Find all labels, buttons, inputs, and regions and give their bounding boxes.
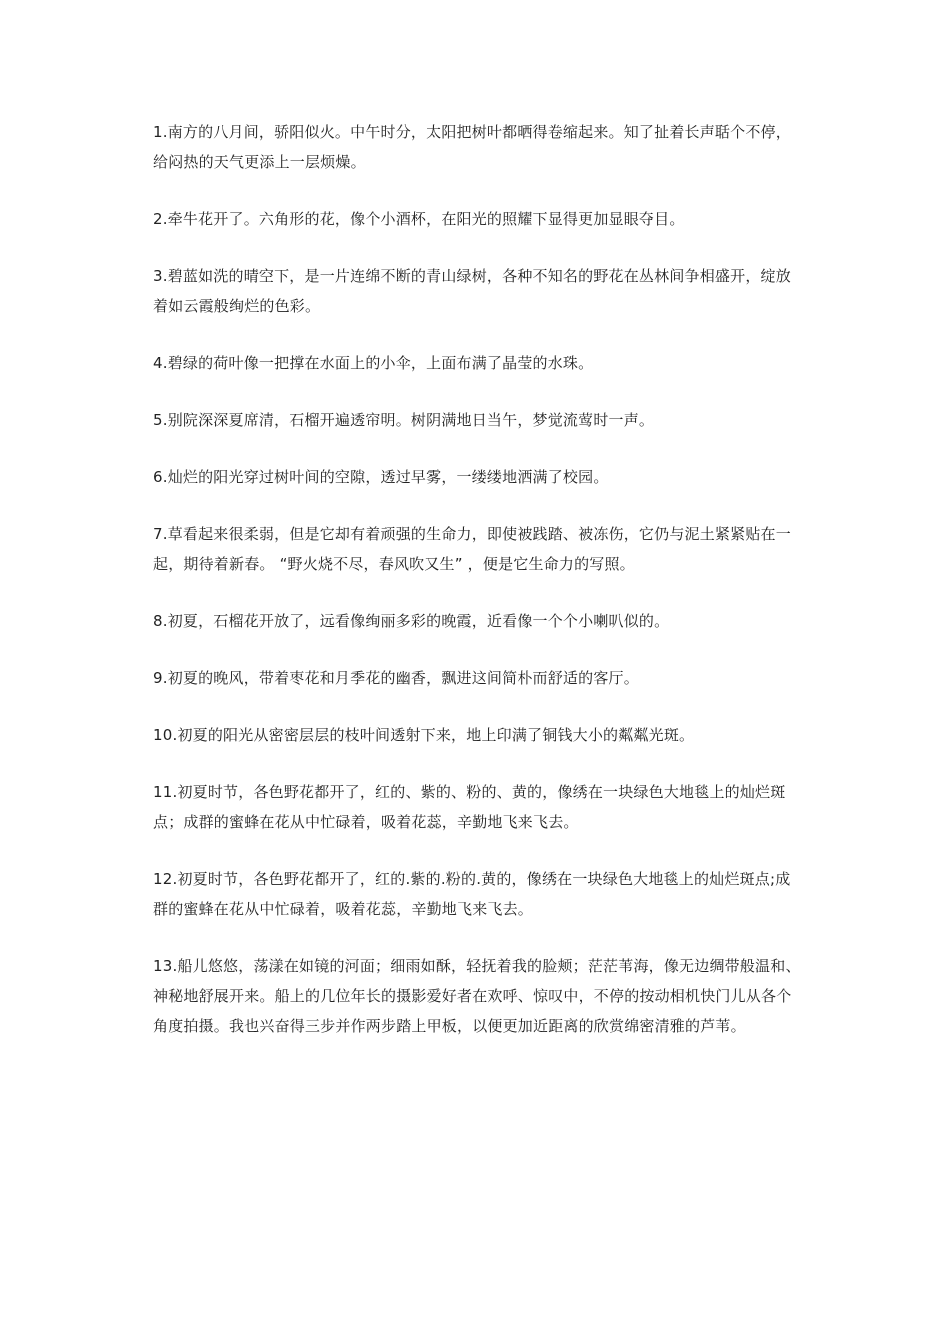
paragraph-13: 13.船儿悠悠，荡漾在如镜的河面；细雨如酥，轻抚着我的脸颊；茫茫苇海，像无边绸带般温和、神秘地舒展开来。船上的几位年长的摄影爱好者在欢呼、惊叹中，不停的按动相机快门儿从各个角度拍摄。我也兴奋得三步并作两步踏上甲板，以便更加近距离的欣赏绵密清雅的芦苇。 — [153, 957, 801, 1035]
paragraph-6: 6.灿烂的阳光穿过树叶间的空隙，透过早雾，一缕缕地洒满了校园。 — [153, 468, 609, 486]
paragraph-1: 1.南方的八月间，骄阳似火。中午时分，太阳把树叶都晒得卷缩起来。知了扯着长声聒个不停，给闷热的天气更添上一层烦燥。 — [153, 123, 791, 171]
document-body — [153, 117, 801, 1068]
paragraph-11: 11.初夏时节，各色野花都开了，红的、紫的、粉的、黄的，像绣在一块绿色大地毯上的灿烂斑点；成群的蜜蜂在花从中忙碌着，吸着花蕊，辛勤地飞来飞去。 — [153, 783, 786, 831]
paragraph-9: 9.初夏的晚风，带着枣花和月季花的幽香，飘进这间简朴而舒适的客厅。 — [153, 669, 639, 687]
paragraph-5: 5.别院深深夏席清，石榴开遍透帘明。树阴满地日当午，梦觉流莺时一声。 — [153, 411, 655, 429]
paragraph-7: 7.草看起来很柔弱，但是它却有着顽强的生命力，即使被践踏、被冻伤，它仍与泥土紧紧贴在一起，期待着新春。 “野火烧不尽，春风吹又生” ，便是它生命力的写照。 — [153, 525, 791, 573]
paragraph-12: 12.初夏时节，各色野花都开了，红的.紫的.粉的.黄的，像绣在一块绿色大地毯上的灿烂斑点;成群的蜜蜂在花从中忙碌着，吸着花蕊，辛勤地飞来飞去。 — [153, 870, 791, 918]
paragraph-10: 10.初夏的阳光从密密层层的枝叶间透射下来，地上印满了铜钱大小的粼粼光斑。 — [153, 726, 695, 744]
paragraph-3: 3.碧蓝如洗的晴空下，是一片连绵不断的青山绿树，各种不知名的野花在丛林间争相盛开，绽放着如云霞般绚烂的色彩。 — [153, 267, 791, 315]
paragraph-4: 4.碧绿的荷叶像一把撑在水面上的小伞，上面布满了晶莹的水珠。 — [153, 354, 594, 372]
paragraph-8: 8.初夏，石榴花开放了，远看像绚丽多彩的晚霞，近看像一个个小喇叭似的。 — [153, 612, 670, 630]
paragraph-2: 2.牵牛花开了。六角形的花，像个小酒杯，在阳光的照耀下显得更加显眼夺目。 — [153, 210, 685, 228]
